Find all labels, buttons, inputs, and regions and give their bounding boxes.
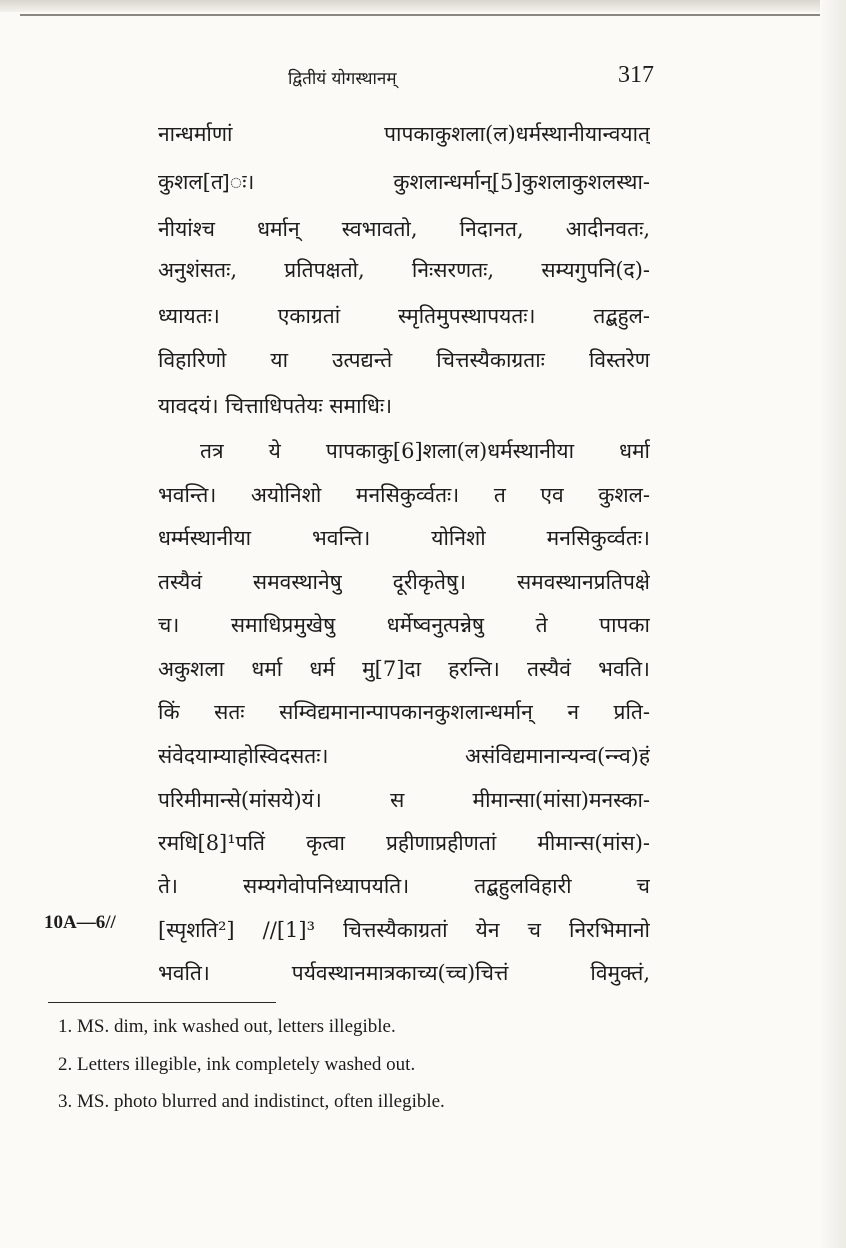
text-line: [स्पृशति²] //[1]³ चित्तस्यैकाग्रतां येन च निरभिमानो [158, 918, 650, 942]
text-line: कुशल[त]ः। कुशलान्धर्मान्[5]कुशलाकुशलस्था- [158, 170, 650, 194]
text-line: नान्धर्माणां पापकाकुशला(ल)धर्मस्थानीयान्वयात् [158, 122, 650, 146]
text-line: भवति। पर्यवस्थानमात्रकाच्य(च्च)चित्तं विमुक्तं, [158, 961, 650, 985]
footnote: 1. MS. dim, ink washed out, letters illegible. [58, 1016, 396, 1037]
text-line: च। समाधिप्रमुखेषु धर्मेष्वनुत्पन्नेषु ते पापका [158, 613, 650, 637]
footnote-divider [48, 1002, 276, 1003]
footnote: 2. Letters illegible, ink completely washed out. [58, 1054, 416, 1075]
page-number: 317 [618, 62, 654, 88]
paragraph-first-line: तत्र ये पापकाकु[6]शला(ल)धर्मस्थानीया धर्मा [200, 439, 650, 463]
text-line: परिमीमान्से(मांसये)यं। स मीमान्सा(मांसा)मनस्का- [158, 788, 650, 812]
text-line: संवेदयाम्याहोस्विदसतः। असंविद्यमानान्यन्व(न्न्व)हं [158, 744, 650, 768]
text-line: ध्यायतः। एकाग्रतां स्मृतिमुपस्थापयतः। तद्बहुल- [158, 304, 650, 328]
text-line: विहारिणो या उत्पद्यन्ते चित्तस्यैकाग्रताः विस्तरेण [158, 348, 650, 372]
margin-folio-reference: 10A—6// [44, 912, 116, 933]
running-head: द्वितीयं योगस्थानम् [288, 69, 397, 89]
text-line: अकुशला धर्मा धर्म मु[7]दा हरन्ति। तस्यैवं भवति। [158, 657, 650, 681]
text-line: धर्म्मस्थानीया भवन्ति। योनिशो मनसिकुर्व्वतः। [158, 526, 650, 550]
text-line: अनुशंसतः, प्रतिपक्षतो, निःसरणतः, सम्यगुपनि(द)- [158, 258, 650, 282]
text-line: नीयांश्च धर्मान् स्वभावतो, निदानत, आदीनवतः, [158, 217, 650, 241]
text-line: भवन्ति। अयोनिशो मनसिकुर्व्वतः। त एव कुशल- [158, 483, 650, 507]
text-line: ते। सम्यगेवोपनिध्यापयति। तद्बहुलविहारी च [158, 874, 650, 898]
footnote: 3. MS. photo blurred and indistinct, often illegible. [58, 1091, 445, 1112]
text-line: रमधि[8]¹पतिं कृत्वा प्रहीणाप्रहीणतां मीमान्स(मांस)- [158, 831, 650, 855]
text-line: तस्यैवं समवस्थानेषु दूरीकृतेषु। समवस्थानप्रतिपक्षे [158, 570, 650, 594]
text-line: किं सतः सम्विद्यमानान्पापकानकुशलान्धर्मान् न प्रति- [158, 700, 650, 724]
text-line: यावदयं। चित्ताधिपतेयः समाधिः। [158, 394, 393, 418]
